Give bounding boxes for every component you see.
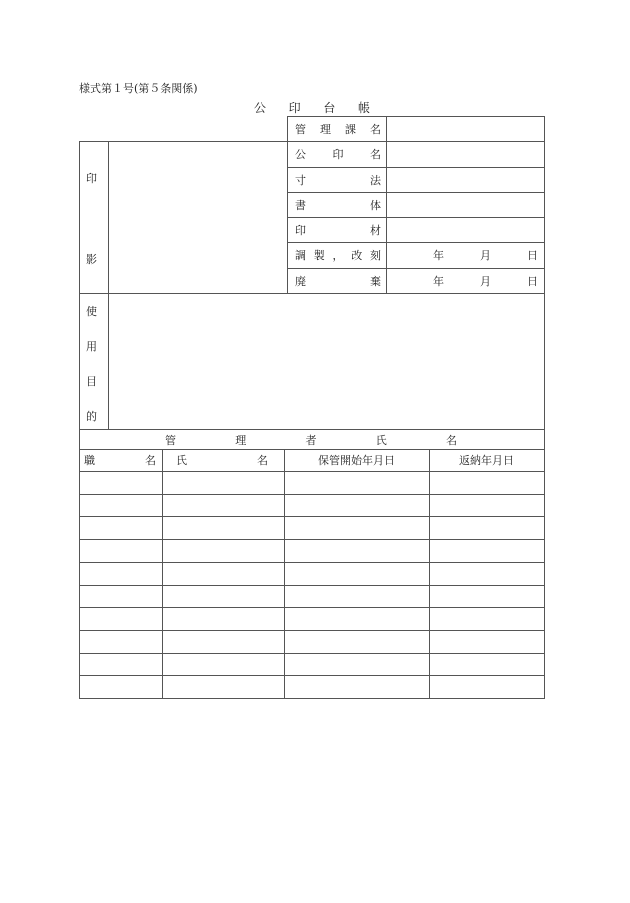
info-label [295, 141, 381, 167]
table-cell[interactable] [163, 586, 284, 608]
table-cell[interactable] [163, 608, 284, 630]
header-char: 理 [235, 433, 247, 447]
table-cell[interactable] [430, 608, 544, 630]
table-cell[interactable] [163, 517, 284, 539]
table-cell[interactable] [430, 563, 544, 585]
table-cell[interactable] [430, 495, 544, 517]
header-char: 名 [446, 433, 457, 447]
table-cell[interactable] [163, 631, 284, 653]
table-cell[interactable] [80, 563, 162, 585]
table-cell[interactable] [80, 608, 162, 630]
label-char: 課 [345, 122, 356, 136]
table-cell[interactable] [430, 540, 544, 562]
manager-header [165, 431, 457, 448]
col-char: 名 [145, 454, 156, 467]
date-unit: 月 [480, 274, 491, 288]
table-cell[interactable] [285, 517, 429, 539]
table-cell[interactable] [80, 540, 162, 562]
label-char: 寸 [295, 173, 306, 187]
title-char: 台 [323, 101, 336, 115]
label-char: 名 [370, 122, 381, 136]
title-char: 印 [288, 101, 301, 115]
label-char: 印 [332, 148, 344, 161]
table-cell[interactable] [80, 586, 162, 608]
table-cell[interactable] [430, 472, 544, 494]
table-cell[interactable] [285, 631, 429, 653]
label-char: 材 [370, 223, 381, 237]
table-cell[interactable] [80, 654, 162, 676]
date-unit: 年 [433, 249, 444, 262]
table-cell[interactable] [430, 631, 544, 653]
label-char: 調 [295, 249, 306, 262]
info-label [295, 268, 381, 293]
table-cell[interactable] [163, 654, 284, 676]
seal-label-1: 印 [86, 172, 97, 185]
purpose-label-char: 使 [86, 305, 97, 318]
col-header-name [176, 450, 268, 470]
label-char: 理 [320, 122, 331, 136]
table-cell[interactable] [285, 654, 429, 676]
table-cell[interactable] [430, 517, 544, 539]
title-char: 帳 [357, 101, 370, 115]
table-cell[interactable] [285, 472, 429, 494]
info-value-field[interactable] [387, 168, 544, 192]
table-cell[interactable] [430, 586, 544, 608]
info-label [295, 217, 381, 242]
purpose-label-char: 用 [86, 340, 97, 353]
purpose-label-char: 目 [86, 375, 97, 388]
table-cell[interactable] [285, 495, 429, 517]
label-char: 体 [370, 198, 381, 212]
label-char: 棄 [370, 274, 381, 288]
table-cell[interactable] [80, 472, 162, 494]
info-label [295, 167, 381, 192]
label-char: 書 [295, 198, 306, 212]
info-date-value[interactable] [433, 268, 538, 293]
date-unit: 年 [433, 274, 444, 288]
form-title [254, 99, 370, 116]
table-cell[interactable] [285, 676, 429, 698]
table-cell[interactable] [163, 495, 284, 517]
col-header-return-date: 返納年月日 [459, 454, 514, 467]
table-cell[interactable] [163, 540, 284, 562]
date-unit: 日 [527, 249, 538, 262]
table-cell[interactable] [80, 495, 162, 517]
table-cell[interactable] [163, 563, 284, 585]
label-char: 公 [295, 148, 306, 161]
label-char: 刻 [370, 249, 381, 262]
title-char: 公 [254, 101, 267, 115]
form-number: 様式第１号(第５条関係) [79, 82, 198, 95]
purpose-label-char: 的 [86, 410, 97, 423]
date-unit: 日 [527, 274, 538, 288]
col-header-title [84, 450, 156, 470]
table-cell[interactable] [285, 563, 429, 585]
table-cell[interactable] [430, 676, 544, 698]
table-cell[interactable] [430, 654, 544, 676]
info-label [295, 192, 381, 217]
label-char: 改 [351, 249, 363, 262]
label-char: 名 [370, 148, 381, 161]
info-value-field[interactable] [387, 218, 544, 242]
info-value-field[interactable] [387, 117, 544, 141]
table-cell[interactable] [285, 586, 429, 608]
info-value-field[interactable] [387, 142, 544, 167]
info-date-value[interactable] [433, 242, 538, 268]
info-label [295, 116, 381, 141]
label-char: ， [332, 249, 344, 262]
header-char: 者 [305, 433, 317, 447]
table-cell[interactable] [285, 540, 429, 562]
label-char: 廃 [295, 274, 306, 288]
label-char: 管 [295, 122, 306, 136]
col-char: 氏 [176, 454, 187, 467]
header-char: 氏 [375, 433, 387, 447]
table-cell[interactable] [80, 676, 162, 698]
table-cell[interactable] [163, 676, 284, 698]
table-cell[interactable] [80, 631, 162, 653]
label-char: 印 [295, 223, 306, 237]
col-char: 名 [257, 454, 268, 467]
seal-impression-area[interactable] [109, 142, 287, 293]
label-char: 法 [370, 173, 381, 187]
table-cell[interactable] [80, 517, 162, 539]
header-char: 管 [165, 433, 176, 447]
seal-label-2: 影 [86, 253, 97, 266]
date-unit: 月 [480, 249, 491, 262]
info-label [295, 242, 381, 268]
col-header-start-date: 保管開始年月日 [318, 454, 395, 467]
col-char: 職 [84, 454, 95, 467]
table-cell[interactable] [285, 608, 429, 630]
purpose-input[interactable] [109, 294, 544, 429]
label-char: 製 [313, 249, 325, 262]
table-cell[interactable] [163, 472, 284, 494]
info-value-field[interactable] [387, 193, 544, 217]
